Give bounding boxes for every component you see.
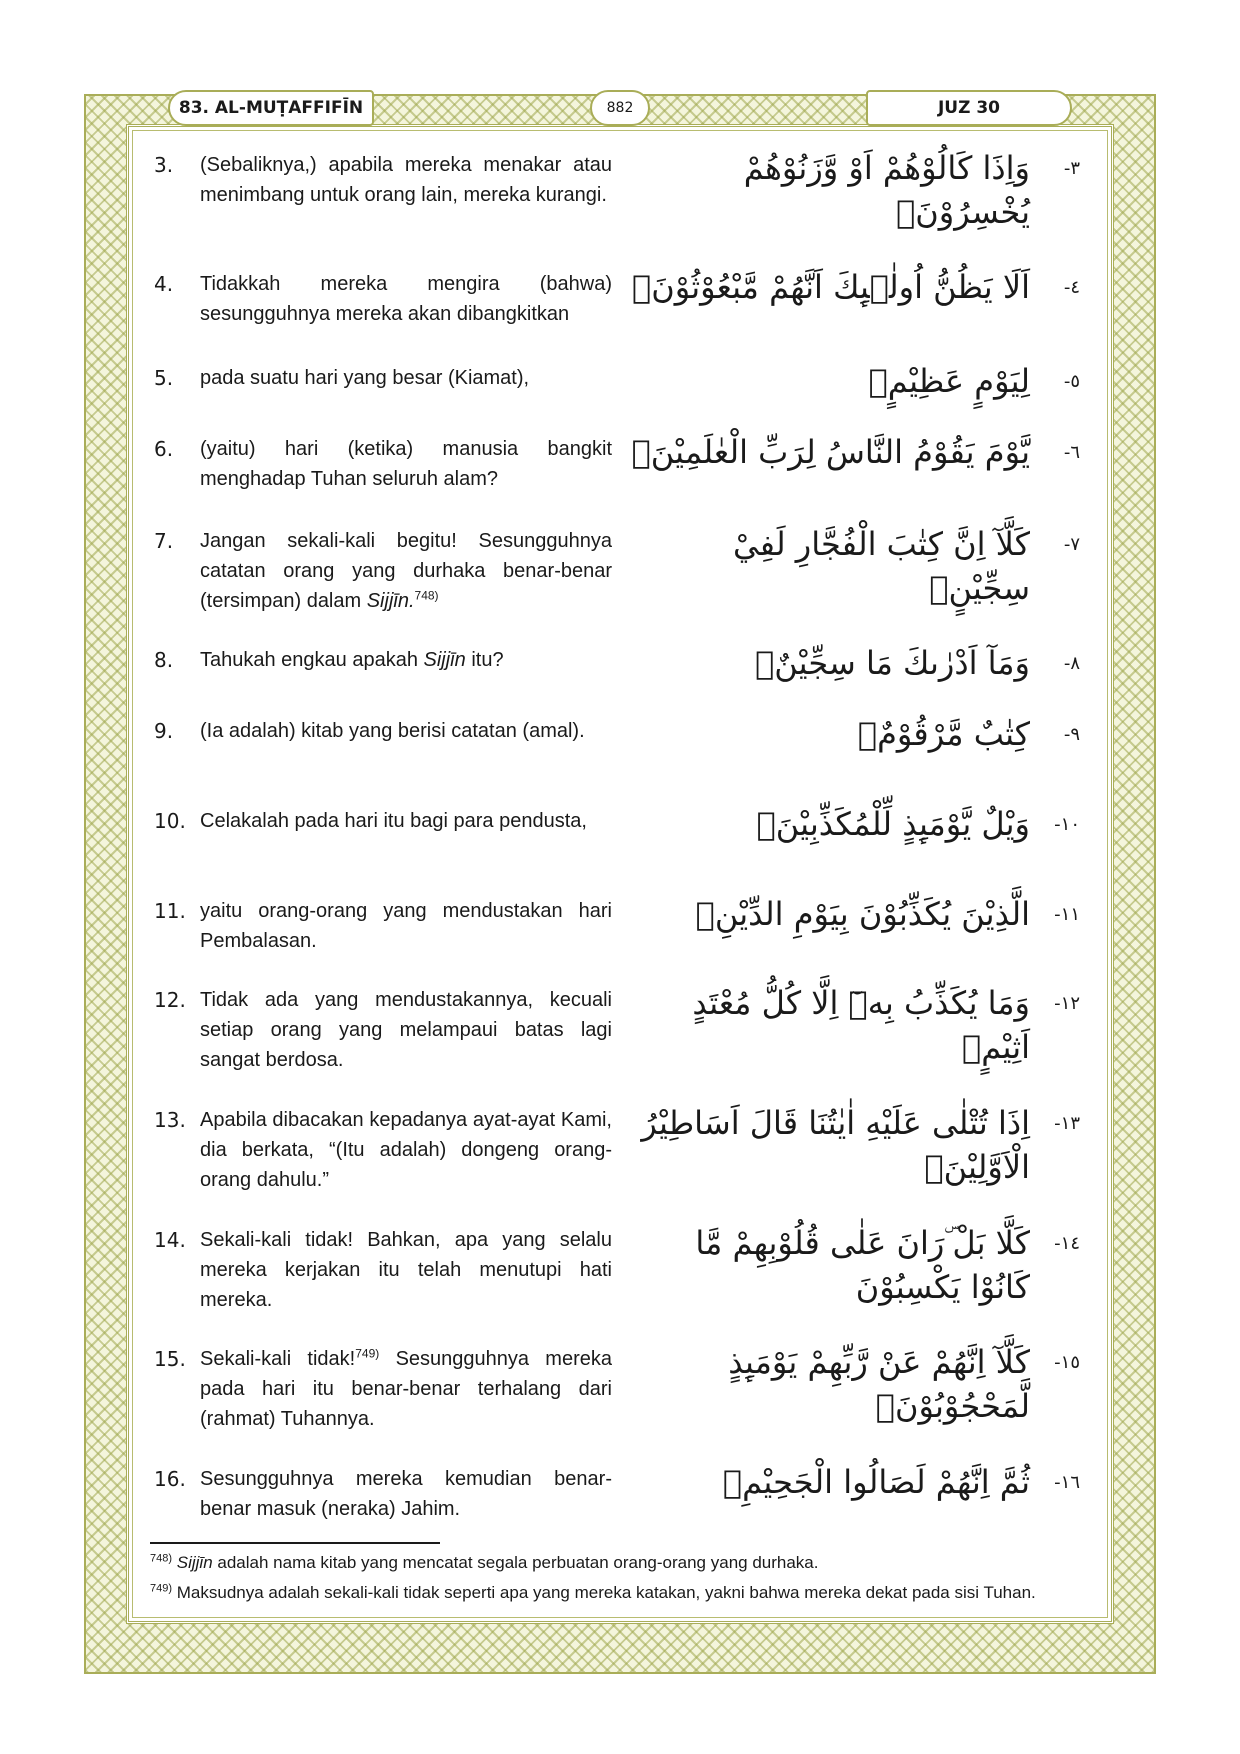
term-italic: Sijjīn. bbox=[366, 590, 415, 612]
verse-text: Jangan sekali-kali begitu! Sesungguhnya catatan orang yang durhaka benar-benar (tersimpan) dalam bbox=[200, 530, 612, 612]
footnote bbox=[150, 1550, 1090, 1576]
verse-arabic: الَّذِيْنَ يُكَذِّبُوْنَ بِيَوْمِ الدِّيْنِۗ bbox=[695, 895, 1030, 933]
footnote-divider bbox=[150, 1542, 440, 1544]
verse-translation: (yaitu) hari (ketika) manusia bangkit menghadap Tuhan seluruh alam? bbox=[200, 438, 612, 490]
verse-arabic: كَلَّا بَلْ ۜرَانَ عَلٰى قُلُوْبِهِمْ مَّا كَانُوْا يَكْسِبُوْنَ bbox=[695, 1224, 1030, 1306]
verse-number: 9. bbox=[154, 719, 174, 743]
verse-number: 7. bbox=[154, 529, 174, 553]
term-italic: Sijjīn bbox=[423, 649, 466, 671]
footnote-marker: 748) bbox=[150, 1552, 173, 1565]
footnote-ref[interactable]: 748) bbox=[414, 588, 439, 603]
verse-arabic: اَلَا يَظُنُّ اُولٰۤىِٕكَ اَنَّهُمْ مَّبْعُوْثُوْنَۙ bbox=[631, 268, 1030, 306]
verse-arabic-number: -١٣ bbox=[1054, 1113, 1080, 1134]
verse-arabic-number: -٤ bbox=[1063, 277, 1080, 298]
verse-translation bbox=[200, 645, 612, 675]
verse-arabic: لِيَوْمٍ عَظِيْمٍۙ bbox=[868, 362, 1030, 400]
verse-text: itu? bbox=[465, 649, 504, 671]
verse-arabic: يَّوْمَ يَقُوْمُ النَّاسُ لِرَبِّ الْعٰلَمِيْنَۗ bbox=[631, 433, 1030, 471]
footnote-text: Maksudnya adalah sekali-kali tidak seperti apa yang mereka katakan, yakni bahwa mereka dekat pada sisi Tuhan. bbox=[172, 1583, 1036, 1602]
verse-number: 11. bbox=[154, 899, 186, 923]
footnote-text: adalah nama kitab yang mencatat segala perbuatan orang-orang yang durhaka. bbox=[212, 1553, 819, 1572]
verse-arabic: اِذَا تُتْلٰى عَلَيْهِ اٰيٰتُنَا قَالَ اَسَاطِيْرُ الْاَوَّلِيْنَۗ bbox=[641, 1104, 1030, 1186]
verse-number: 13. bbox=[154, 1108, 186, 1132]
verse-translation: Tidak ada yang mendustakannya, kecuali setiap orang yang melampaui batas lagi sangat berdosa. bbox=[200, 989, 612, 1071]
verse-arabic-number: -٧ bbox=[1063, 534, 1080, 555]
verse-arabic: كَلَّآ اِنَّهُمْ عَنْ رَّبِّهِمْ يَوْمَىِٕذٍ لَّمَحْجُوْبُوْنَۗ bbox=[728, 1343, 1030, 1425]
verse-arabic-number: -٥ bbox=[1063, 371, 1080, 392]
verse-arabic: ثُمَّ اِنَّهُمْ لَصَالُوا الْجَحِيْمِۗ bbox=[722, 1463, 1030, 1501]
verse-translation: yaitu orang-orang yang mendustakan hari Pembalasan. bbox=[200, 900, 612, 952]
verse-translation: Celakalah pada hari itu bagi para pendusta, bbox=[200, 810, 587, 832]
verse-arabic-number: -٨ bbox=[1063, 653, 1080, 674]
verse-arabic: كِتٰبٌ مَّرْقُوْمٌۗ bbox=[857, 715, 1030, 753]
term-italic: Sijjīn bbox=[176, 1553, 213, 1572]
verse-translation: Sesungguhnya mereka kemudian benar-benar masuk (neraka) Jahim. bbox=[200, 1468, 612, 1520]
verse-arabic-number: -٩ bbox=[1063, 724, 1080, 745]
verse-arabic-number: -٦ bbox=[1063, 442, 1080, 463]
verse-arabic: وَمَا يُكَذِّبُ بِهٖٓ اِلَّا كُلُّ مُعْتَدٍ اَثِيْمٍۙ bbox=[692, 984, 1030, 1066]
footnote-ref[interactable]: 749) bbox=[355, 1346, 380, 1361]
verse-arabic-number: -١٦ bbox=[1054, 1472, 1080, 1493]
verse-arabic-number: -٣ bbox=[1063, 158, 1080, 179]
verse-number: 4. bbox=[154, 272, 174, 296]
verse-number: 14. bbox=[154, 1228, 186, 1252]
verse-number: 3. bbox=[154, 153, 174, 177]
verse-arabic: كَلَّآ اِنَّ كِتٰبَ الْفُجَّارِ لَفِيْ سِجِّيْنٍۗ bbox=[732, 525, 1030, 607]
verse-number: 6. bbox=[154, 437, 174, 461]
verse-arabic-number: -١٤ bbox=[1054, 1233, 1080, 1254]
verse-translation: (Ia adalah) kitab yang berisi catatan (amal). bbox=[200, 720, 585, 742]
verse-arabic-number: -١٢ bbox=[1054, 993, 1080, 1014]
verse-text: Sekali-kali tidak! bbox=[200, 1348, 356, 1370]
verse-arabic-number: -١١ bbox=[1054, 904, 1080, 925]
verse-number: 16. bbox=[154, 1467, 186, 1491]
verse-translation: Apabila dibacakan kepadanya ayat-ayat Kami, dia berkata, “(Itu adalah) dongeng orang-orang dahulu.” bbox=[200, 1109, 612, 1191]
juz-label: JUZ 30 bbox=[866, 90, 1072, 126]
verse-number: 10. bbox=[154, 809, 186, 833]
verse-translation: Tidakkah mereka mengira (bahwa) sesungguhnya mereka akan dibangkitkan bbox=[200, 273, 612, 325]
surah-title: 83. AL-MUṬAFFIFĪN bbox=[168, 90, 374, 126]
footnote-marker: 749) bbox=[150, 1582, 173, 1595]
verse-number: 15. bbox=[154, 1347, 186, 1371]
verse-number: 5. bbox=[154, 366, 174, 390]
verse-number: 8. bbox=[154, 648, 174, 672]
verse-translation: (Sebaliknya,) apabila mereka menakar atau menimbang untuk orang lain, mereka kurangi. bbox=[200, 154, 612, 206]
verse-number: 12. bbox=[154, 988, 186, 1012]
page-number: 882 bbox=[590, 90, 650, 126]
verse-translation: pada suatu hari yang besar (Kiamat), bbox=[200, 367, 530, 389]
footnote bbox=[150, 1580, 1090, 1606]
verse-translation bbox=[200, 526, 612, 616]
verse-translation bbox=[200, 1344, 612, 1434]
verse-arabic-number: -١٥ bbox=[1054, 1352, 1080, 1373]
verse-text: Sesungguhnya mereka pada hari itu benar-benar terhalang dari (rahmat) Tuhannya. bbox=[200, 1348, 612, 1430]
verse-arabic: وَيْلٌ يَّوْمَىِٕذٍ لِّلْمُكَذِّبِيْنَۙ bbox=[756, 805, 1030, 843]
verse-arabic: وَمَآ اَدْرٰىكَ مَا سِجِّيْنٌۗ bbox=[755, 644, 1030, 682]
verse-text: Tahukah engkau apakah bbox=[200, 649, 424, 671]
verse-translation: Sekali-kali tidak! Bahkan, apa yang selalu mereka kerjakan itu telah menutupi hati mereka. bbox=[200, 1229, 612, 1311]
verse-arabic-number: -١٠ bbox=[1054, 814, 1080, 835]
verse-arabic: وَاِذَا كَالُوْهُمْ اَوْ وَّزَنُوْهُمْ يُخْسِرُوْنَۗ bbox=[743, 149, 1030, 231]
